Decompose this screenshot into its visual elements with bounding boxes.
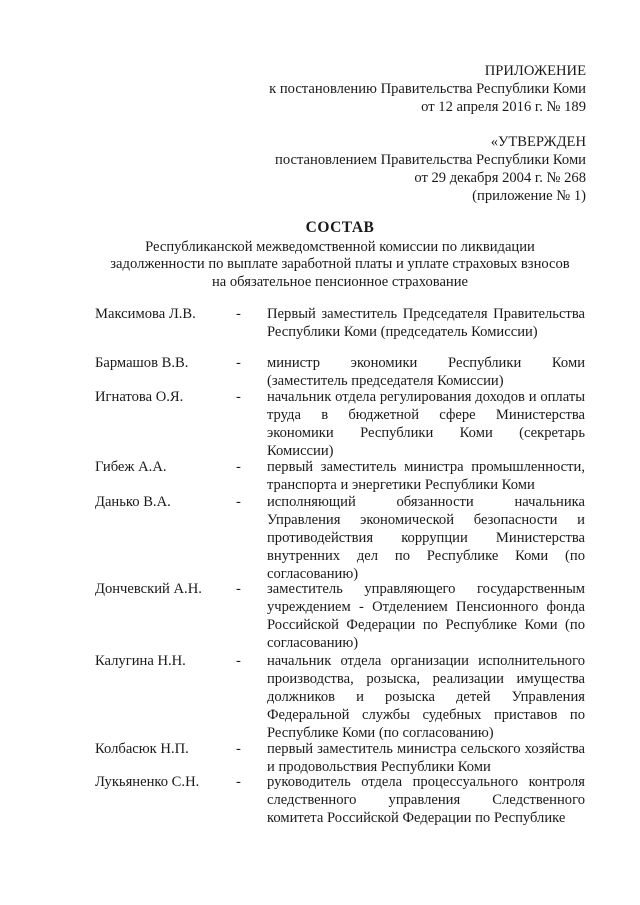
member-separator: - — [236, 653, 241, 669]
approved-attachment: (приложение № 1) — [472, 188, 586, 204]
member-role: министр экономики Республики Коми (заместитель председателя Комиссии) — [267, 355, 585, 389]
member-role: начальник отдела регулирования доходов и оплаты труда в бюджетной сфере Министерства экономики Республики Коми (секретарь Комиссии) — [267, 389, 585, 459]
member-separator: - — [236, 741, 241, 757]
member-name: Дончевский А.Н. — [95, 581, 202, 597]
member-separator: - — [236, 389, 241, 405]
member-name: Максимова Л.В. — [95, 306, 196, 322]
member-name: Данько В.А. — [95, 494, 171, 510]
approved-reference: постановлением Правительства Республики Коми — [275, 152, 586, 168]
member-name: Гибеж А.А. — [95, 459, 167, 475]
member-name: Игнатова О.Я. — [95, 389, 184, 405]
member-role: Первый заместитель Председателя Правительства Республики Коми (председатель Комиссии) — [267, 306, 585, 340]
member-separator: - — [236, 774, 241, 790]
member-role: первый заместитель министра промышленности, транспорта и энергетики Республики Коми — [267, 459, 585, 493]
member-separator: - — [236, 459, 241, 475]
approved-heading: «УТВЕРЖДЕН — [490, 134, 586, 150]
member-role: заместитель управляющего государственным учреждением - Отделением Пенсионного фонда Российской Федерации по Республике Коми (по согласованию) — [267, 581, 585, 651]
document-title — [95, 219, 585, 291]
appendix-header — [269, 62, 586, 116]
approved-date: от 29 декабря 2004 г. № 268 — [414, 170, 586, 186]
title-line: Республиканской межведомственной комиссии по ликвидации — [145, 238, 535, 255]
member-role: первый заместитель министра сельского хозяйства и продовольствия Республики Коми — [267, 741, 585, 775]
member-separator: - — [236, 355, 241, 371]
title-heading: СОСТАВ — [305, 219, 375, 236]
member-name: Бармашов В.В. — [95, 355, 189, 371]
member-role: руководитель отдела процессуального контроля следственного управления Следственного комитета Российской Федерации по Республике — [267, 774, 585, 826]
member-name: Лукьяненко С.Н. — [95, 774, 200, 790]
member-separator: - — [236, 306, 241, 322]
member-separator: - — [236, 581, 241, 597]
approved-header — [275, 133, 586, 205]
member-role: начальник отдела организации исполнительного производства, розыска, реализации имущества должников и розыска детей Управления Федеральной службы судебных приставов по Республике Коми (по согласованию) — [267, 653, 585, 741]
title-line: на обязательное пенсионное страхование — [211, 273, 469, 290]
member-name: Колбасюк Н.П. — [95, 741, 189, 757]
appendix-date: от 12 апреля 2016 г. № 189 — [421, 99, 586, 115]
member-role: исполняющий обязанности начальника Управления экономической безопасности и противодействия коррупции Министерства внутренних дел по Республике Коми (по согласованию) — [267, 494, 585, 582]
member-separator: - — [236, 494, 241, 510]
title-line: задолженности по выплате заработной платы и уплате страховых взносов — [110, 256, 570, 272]
appendix-reference: к постановлению Правительства Республики Коми — [269, 81, 586, 97]
member-name: Калугина Н.Н. — [95, 653, 186, 669]
appendix-heading: ПРИЛОЖЕНИЕ — [484, 63, 586, 79]
